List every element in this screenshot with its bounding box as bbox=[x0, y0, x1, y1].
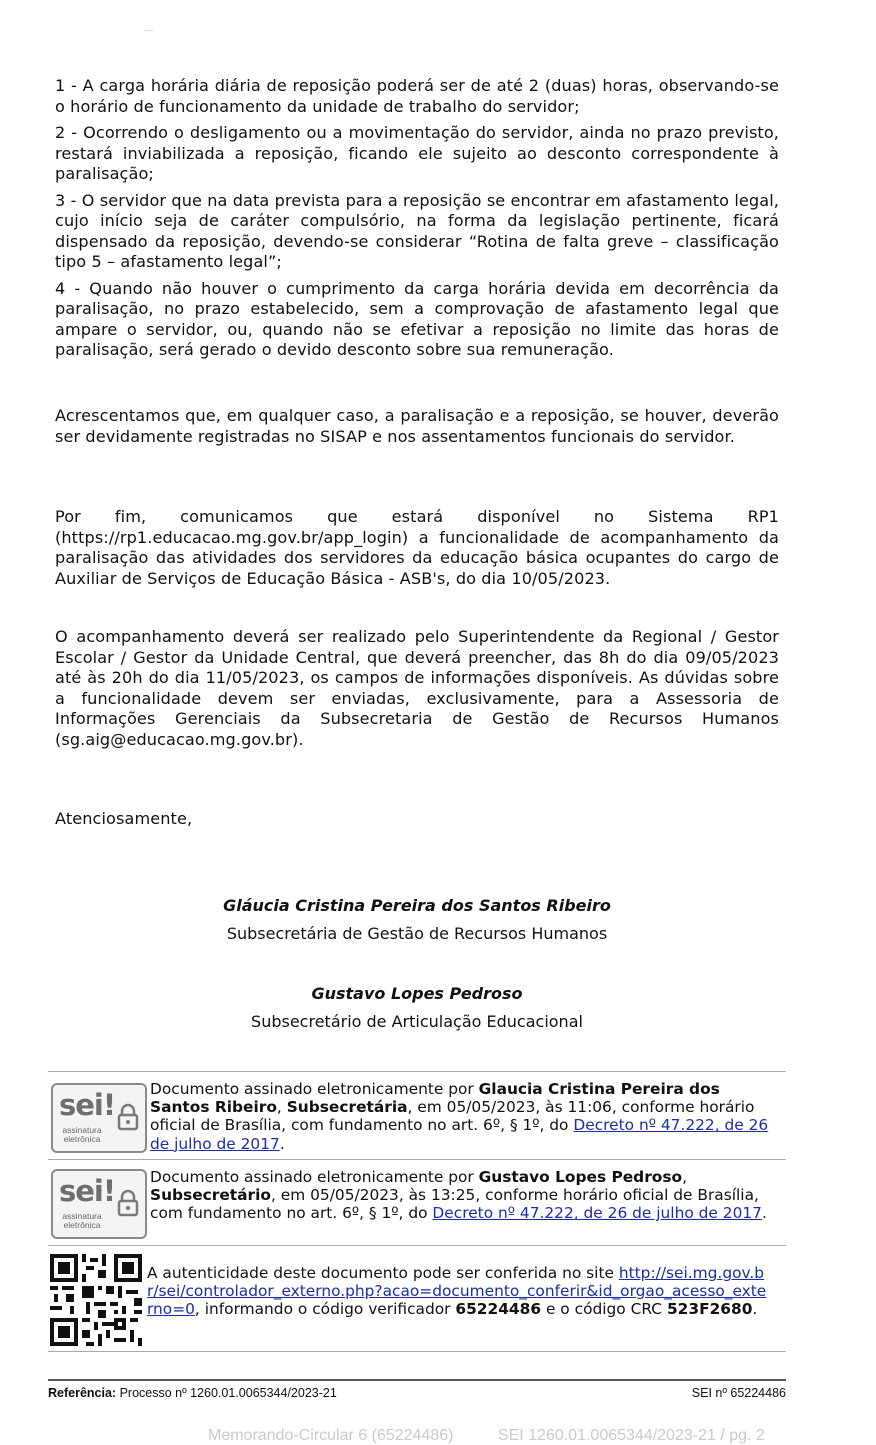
e-signature-1-text: Documento assinado eletronicamente por Glaucia Cristina Pereira dos Santos Ribeiro, Subsecretária, em 05/05/2023, às 11:06, conforme horário oficial de Brasília, com fundamento no art. 6º, § 1º, do Decreto nº 47.222, de 26 de julho de 2017. bbox=[150, 1080, 769, 1153]
paragraph-registration: Acrescentamos que, em qualquer caso, a paralisação e a reposição, se houver, deverão ser devidamente registradas no SISAP e nos assentamentos funcionais do servidor. bbox=[55, 406, 779, 446]
sei-seal bbox=[51, 1083, 147, 1153]
e-signature-1 bbox=[48, 1079, 786, 1159]
signatory-1 bbox=[55, 896, 779, 943]
e-signature-2 bbox=[48, 1165, 786, 1245]
closing: Atenciosamente, bbox=[55, 809, 193, 828]
divider bbox=[48, 1159, 786, 1160]
verification-block bbox=[48, 1252, 786, 1347]
sei-seal bbox=[51, 1169, 147, 1239]
e-signature-1-role: Subsecretária bbox=[286, 1098, 408, 1117]
reference-label: Referência: bbox=[48, 1386, 117, 1400]
signatory-2 bbox=[55, 984, 779, 1031]
sei-logo: sei! bbox=[59, 1174, 116, 1208]
signatory-2-role: Subsecretário de Articulação Educacional bbox=[251, 1012, 583, 1031]
sei-seal-caption: assinatura eletrônica bbox=[62, 1211, 102, 1230]
signatory-2-name: Gustavo Lopes Pedroso bbox=[311, 984, 523, 1003]
divider bbox=[48, 1351, 786, 1352]
decree-link[interactable]: Decreto nº 47.222, de 26 de julho de 2017 bbox=[150, 1116, 769, 1153]
sei-number: SEI nº 65224486 bbox=[691, 1386, 786, 1400]
list-item-4: 4 - Quando não houver o cumprimento da carga horária devida em decorrência da paralisação, no prazo estabelecido, sem a comprovação de afastamento legal que ampare o servidor, ou, quando não se efetivar a reposição no limite das horas de paralisação, será gerado o devido desconto sobre sua remuneração. bbox=[55, 278, 779, 359]
e-signature-2-text: Documento assinado eletronicamente por Gustavo Lopes Pedroso, Subsecretário, em 05/05/2023, às 13:25, conforme horário oficial de Brasília, com fundamento no art. 6º, § 1º, do Decreto nº 47.222, de 26 de julho de 2017. bbox=[150, 1168, 767, 1223]
verification-code: 65224486 bbox=[455, 1300, 542, 1319]
page-watermark: Memorando-Circular 6 (65224486) SEI 1260.01.0065344/2023-21 / pg. 2 bbox=[208, 1427, 765, 1444]
list-item-3: 3 - O servidor que na data prevista para a reposição se encontrar em afastamento legal, cujo início seja de caráter compulsório, na forma da legislação pertinente, ficará dispensado da reposição, devendo-se considerar “Rotina de falta greve – classificação tipo 5 – afastamento legal”; bbox=[55, 190, 779, 271]
sei-logo: sei! bbox=[59, 1088, 116, 1122]
sei-seal-caption: assinatura eletrônica bbox=[62, 1125, 102, 1144]
lock-icon bbox=[117, 1103, 139, 1131]
footer-divider bbox=[48, 1379, 786, 1381]
signatory-1-name: Gláucia Cristina Pereira dos Santos Ribeiro bbox=[223, 896, 611, 915]
verification-text: A autenticidade deste documento pode ser conferida no site http://sei.mg.gov.br/sei/controlador_externo.php?acao=documento_conferir&id_orgao_acesso_externo=0, informando o código verificador 65224486 e o código CRC 523F2680. bbox=[147, 1264, 767, 1319]
list-item-2: 2 - Ocorrendo o desligamento ou a movimentação do servidor, ainda no prazo previsto, restará inviabilizada a reposição, ficando ele sujeito ao desconto correspondente à paralisação; bbox=[55, 123, 779, 183]
paragraph-monitoring: O acompanhamento deverá ser realizado pelo Superintendente da Regional / Gestor Escolar / Gestor da Unidade Central, que deverá preencher, das 8h do dia 09/05/2023 até às 20h do dia 11/05/2023, os campos de informações disponíveis. As dúvidas sobre a funcionalidade devem ser enviadas, exclusivamente, para a Assessoria de Informações Gerenciais da Subsecretaria de Gestão de Recursos Humanos (sg.aig@educacao.mg.gov.br). bbox=[55, 627, 779, 749]
qr-code-icon bbox=[50, 1254, 142, 1346]
divider bbox=[48, 1245, 786, 1246]
decree-link[interactable]: Decreto nº 47.222, de 26 de julho de 2017 bbox=[432, 1204, 762, 1223]
list-item-1: 1 - A carga horária diária de reposição poderá ser de até 2 (duas) horas, observando-se o horário de funcionamento da unidade de trabalho do servidor; bbox=[55, 76, 779, 116]
verification-link[interactable]: http://sei.mg.gov.br/sei/controlador_externo.php?acao=documento_conferir&id_orgao_acesso_externo=0 bbox=[147, 1264, 767, 1319]
signatory-1-role: Subsecretária de Gestão de Recursos Humanos bbox=[226, 924, 608, 943]
numbered-list bbox=[55, 76, 779, 367]
paragraph-rp1-system: Por fim, comunicamos que estará disponível no Sistema RP1 (https://rp1.educacao.mg.gov.br/app_login) a funcionalidade de acompanhamento da paralisação das atividades dos servidores da educação básica ocupantes do cargo de Auxiliar de Serviços de Educação Básica - ASB's, do dia 10/05/2023. bbox=[55, 507, 779, 588]
e-signature-2-role: Subsecretário bbox=[150, 1186, 271, 1205]
divider bbox=[48, 1071, 786, 1072]
e-signature-1-name: Glaucia Cristina Pereira dos Santos Ribeiro bbox=[150, 1080, 720, 1117]
crc-code: 523F2680 bbox=[666, 1300, 753, 1319]
reference-value: Processo nº 1260.01.0065344/2023-21 bbox=[116, 1386, 337, 1400]
footer bbox=[48, 1386, 786, 1400]
scan-artifact bbox=[145, 30, 153, 31]
lock-icon bbox=[117, 1189, 139, 1217]
e-signature-2-name: Gustavo Lopes Pedroso bbox=[478, 1168, 683, 1186]
